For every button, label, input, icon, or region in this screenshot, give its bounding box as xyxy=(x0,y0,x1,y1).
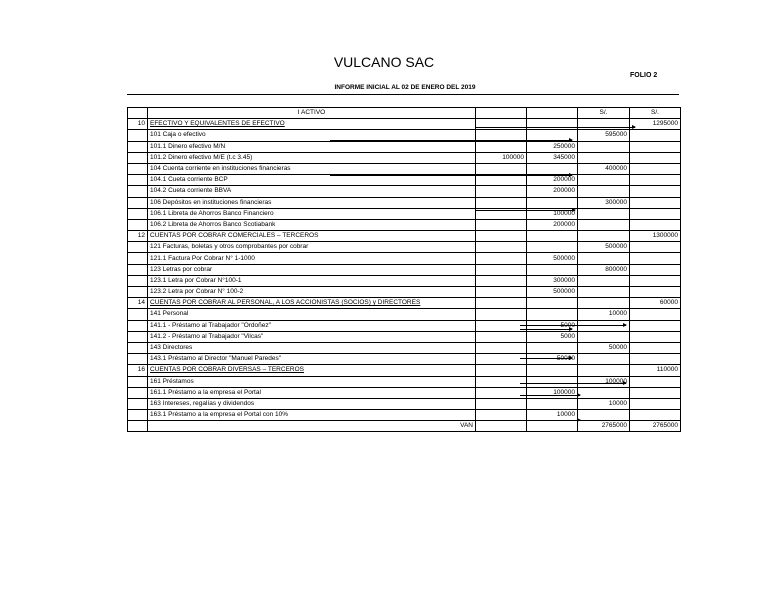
row-code: 10 xyxy=(128,119,148,130)
header-col4: S/. xyxy=(630,108,681,119)
row-code xyxy=(128,175,148,186)
row-col2: 5000 xyxy=(527,320,578,331)
row-col3 xyxy=(578,365,630,376)
row-col2 xyxy=(527,242,578,253)
row-col2: 500000 xyxy=(527,287,578,298)
row-col3: 10000 xyxy=(578,398,630,409)
row-code xyxy=(128,320,148,331)
row-col4 xyxy=(630,410,681,421)
row-col4 xyxy=(630,342,681,353)
row-col4 xyxy=(630,331,681,342)
row-label: CUENTAS POR COBRAR COMERCIALES – TERCEROS xyxy=(148,231,476,242)
row-col2 xyxy=(527,119,578,130)
row-col4: 1295000 xyxy=(630,119,681,130)
row-col3 xyxy=(578,175,630,186)
row-col2 xyxy=(527,298,578,309)
row-code xyxy=(128,410,148,421)
row-col4 xyxy=(630,152,681,163)
row-label: 121.1 Factura Por Cobrar N° 1-1000 xyxy=(148,253,476,264)
row-col2: 200000 xyxy=(527,219,578,230)
row-label: 161 Préstamos xyxy=(148,376,476,387)
row-col4 xyxy=(630,320,681,331)
flow-arrow xyxy=(520,420,580,421)
row-col3 xyxy=(578,354,630,365)
row-col4 xyxy=(630,264,681,275)
row-code xyxy=(128,287,148,298)
row-label: 141 Personal xyxy=(148,309,476,320)
row-label: 104 Cuenta corriente en instituciones financieras xyxy=(148,163,476,174)
row-col1 xyxy=(476,320,527,331)
table-row xyxy=(128,152,681,163)
row-col3 xyxy=(578,186,630,197)
row-col1 xyxy=(476,253,527,264)
row-col4: 110000 xyxy=(630,365,681,376)
row-col1 xyxy=(476,410,527,421)
row-col3 xyxy=(578,253,630,264)
row-col3 xyxy=(578,387,630,398)
table-row xyxy=(128,242,681,253)
row-col2: 500000 xyxy=(527,253,578,264)
row-col2: 50000 xyxy=(527,354,578,365)
table-row xyxy=(128,298,681,309)
row-col1 xyxy=(476,275,527,286)
row-col3: 50000 xyxy=(578,342,630,353)
row-col3 xyxy=(578,141,630,152)
row-code xyxy=(128,141,148,152)
row-col4 xyxy=(630,163,681,174)
row-code xyxy=(128,264,148,275)
flow-arrow xyxy=(520,329,572,330)
row-col4 xyxy=(630,354,681,365)
row-code xyxy=(128,208,148,219)
flow-arrow xyxy=(520,325,626,326)
table-row xyxy=(128,342,681,353)
row-col2 xyxy=(527,264,578,275)
table-row xyxy=(128,365,681,376)
flow-arrow xyxy=(520,383,626,384)
row-col1 xyxy=(476,298,527,309)
table-row xyxy=(128,197,681,208)
row-col4 xyxy=(630,219,681,230)
row-code xyxy=(128,197,148,208)
subtitle-rule xyxy=(127,94,679,95)
row-label: 106.1 Libreta de Ahorros Banco Financiero xyxy=(148,208,476,219)
row-col4: 2765000 xyxy=(630,421,681,432)
row-label: 123.1 Letra por Cobrar N°100-1 xyxy=(148,275,476,286)
table-row xyxy=(128,275,681,286)
row-label: 104.1 Cueta corriente BCP xyxy=(148,175,476,186)
row-col4 xyxy=(630,197,681,208)
row-label: 123 Letras por cobrar xyxy=(148,264,476,275)
row-code xyxy=(128,163,148,174)
table-header-row xyxy=(128,108,681,119)
row-col4 xyxy=(630,242,681,253)
row-col3: 800000 xyxy=(578,264,630,275)
row-code: 12 xyxy=(128,231,148,242)
row-col1 xyxy=(476,398,527,409)
row-col1 xyxy=(476,119,527,130)
row-col1 xyxy=(476,309,527,320)
row-code xyxy=(128,309,148,320)
row-col1 xyxy=(476,376,527,387)
row-col3 xyxy=(578,298,630,309)
row-col4: 60000 xyxy=(630,298,681,309)
row-col2: 250000 xyxy=(527,141,578,152)
flow-arrow xyxy=(475,127,635,128)
table-row xyxy=(128,208,681,219)
row-col1 xyxy=(476,231,527,242)
row-col1 xyxy=(476,175,527,186)
row-label: 123.2 Letra por Cobrar N° 100-2 xyxy=(148,287,476,298)
row-code xyxy=(128,387,148,398)
row-code xyxy=(128,242,148,253)
row-col2 xyxy=(527,231,578,242)
row-label: 101 Caja o efectivo xyxy=(148,130,476,141)
row-col1 xyxy=(476,387,527,398)
header-col1 xyxy=(476,108,527,119)
row-label: 101.1 Dinero efectivo M/N xyxy=(148,141,476,152)
row-code xyxy=(128,253,148,264)
row-label: CUENTAS POR COBRAR DIVERSAS – TERCEROS xyxy=(148,365,476,376)
row-col3 xyxy=(578,219,630,230)
row-col2 xyxy=(527,421,578,432)
row-code xyxy=(128,376,148,387)
table-row xyxy=(128,398,681,409)
row-col3 xyxy=(578,275,630,286)
row-code: 16 xyxy=(128,365,148,376)
row-label: VAN xyxy=(148,421,476,432)
row-col2: 100000 xyxy=(527,387,578,398)
row-col3: 500000 xyxy=(578,242,630,253)
table-row xyxy=(128,331,681,342)
row-col1: 100000 xyxy=(476,152,527,163)
row-label: 106.2 Libreta de Ahorros Banco Scotiabank xyxy=(148,219,476,230)
row-col4 xyxy=(630,275,681,286)
row-col1 xyxy=(476,264,527,275)
row-col3 xyxy=(578,410,630,421)
row-col2 xyxy=(527,342,578,353)
row-col4 xyxy=(630,130,681,141)
table-row xyxy=(128,186,681,197)
header-label: I ACTIVO xyxy=(148,108,476,119)
header-col3: S/. xyxy=(578,108,630,119)
table-row xyxy=(128,287,681,298)
row-col2: 345000 xyxy=(527,152,578,163)
row-code xyxy=(128,398,148,409)
row-col1 xyxy=(476,342,527,353)
flow-arrow xyxy=(330,175,572,176)
table-row xyxy=(128,410,681,421)
table-row xyxy=(128,264,681,275)
report-subtitle: INFORME INICIAL AL 02 DE ENERO DEL 2019 xyxy=(334,84,476,91)
row-col3: 595000 xyxy=(578,130,630,141)
row-col4 xyxy=(630,208,681,219)
row-code xyxy=(128,354,148,365)
row-col3 xyxy=(578,208,630,219)
row-label: 143 Directores xyxy=(148,342,476,353)
table-row xyxy=(128,354,681,365)
table-row xyxy=(128,219,681,230)
folio-label: FOLIO 2 xyxy=(630,72,658,79)
row-col3: 400000 xyxy=(578,163,630,174)
row-col4 xyxy=(630,398,681,409)
row-label: 141.1 - Préstamo al Trabajador "Ordoñez" xyxy=(148,320,476,331)
row-col1 xyxy=(476,365,527,376)
row-label: 104.2 Cueta corriente BBVA xyxy=(148,186,476,197)
row-col1 xyxy=(476,287,527,298)
row-code xyxy=(128,130,148,141)
row-col4 xyxy=(630,141,681,152)
row-col3: 100000 xyxy=(578,376,630,387)
row-col3: 300000 xyxy=(578,197,630,208)
table-row xyxy=(128,141,681,152)
row-col2: 200000 xyxy=(527,175,578,186)
table-row xyxy=(128,175,681,186)
row-code xyxy=(128,421,148,432)
row-label: 163 Intereses, regalías y dividendos xyxy=(148,398,476,409)
row-col2 xyxy=(527,365,578,376)
row-label: 143.1 Préstamo al Director "Manuel Paredes" xyxy=(148,354,476,365)
row-col4 xyxy=(630,287,681,298)
row-col2: 100000 xyxy=(527,208,578,219)
row-col4: 1300000 xyxy=(630,231,681,242)
row-col1 xyxy=(476,421,527,432)
row-col1 xyxy=(476,186,527,197)
row-label: 121 Facturas, boletas y otros comprobantes por cobrar xyxy=(148,242,476,253)
row-label: EFECTIVO Y EQUIVALENTES DE EFECTIVO xyxy=(148,119,476,130)
row-col4 xyxy=(630,387,681,398)
row-label: 163.1 Préstamo a la empresa el Portal con 10% xyxy=(148,410,476,421)
row-col2 xyxy=(527,398,578,409)
row-col2 xyxy=(527,309,578,320)
row-col3: 2765000 xyxy=(578,421,630,432)
row-col2: 200000 xyxy=(527,186,578,197)
row-col3 xyxy=(578,231,630,242)
row-col4 xyxy=(630,309,681,320)
table-row xyxy=(128,163,681,174)
row-col2: 5000 xyxy=(527,331,578,342)
row-col4 xyxy=(630,175,681,186)
flow-arrow xyxy=(520,358,572,359)
company-title: VULCANO SAC xyxy=(333,54,435,70)
row-col1 xyxy=(476,141,527,152)
row-col3 xyxy=(578,119,630,130)
header-col2 xyxy=(527,108,578,119)
row-code xyxy=(128,186,148,197)
row-col3 xyxy=(578,331,630,342)
row-code: 14 xyxy=(128,298,148,309)
row-label: 141.2 - Préstamo al Trabajador "Vilcas" xyxy=(148,331,476,342)
row-col4 xyxy=(630,253,681,264)
table-row xyxy=(128,231,681,242)
row-col2: 10000 xyxy=(527,410,578,421)
table-row xyxy=(128,421,681,432)
row-label: CUENTAS POR COBRAR AL PERSONAL, A LOS ACCIONISTAS (SOCIOS) y DIRECTORES xyxy=(148,298,476,309)
table-row xyxy=(128,376,681,387)
row-col4 xyxy=(630,186,681,197)
table-row xyxy=(128,119,681,130)
row-col1 xyxy=(476,242,527,253)
header-code xyxy=(128,108,148,119)
row-col3 xyxy=(578,287,630,298)
row-col3 xyxy=(578,152,630,163)
row-label: 161.1 Préstamo a la empresa el Portal xyxy=(148,387,476,398)
row-col1 xyxy=(476,197,527,208)
row-col2 xyxy=(527,376,578,387)
flow-arrow xyxy=(330,140,572,141)
flow-arrow xyxy=(520,395,580,396)
row-code xyxy=(128,275,148,286)
flow-arrow xyxy=(475,210,575,211)
row-code xyxy=(128,219,148,230)
row-code xyxy=(128,342,148,353)
row-label: 101.2 Dinero efectivo M/E (t.c 3.45) xyxy=(148,152,476,163)
row-code xyxy=(128,331,148,342)
row-label: 106 Depósitos en instituciones financieras xyxy=(148,197,476,208)
row-col4 xyxy=(630,376,681,387)
row-code xyxy=(128,152,148,163)
row-col1 xyxy=(476,331,527,342)
table-row xyxy=(128,309,681,320)
row-col2 xyxy=(527,197,578,208)
table-row xyxy=(128,387,681,398)
table-row xyxy=(128,253,681,264)
row-col2: 300000 xyxy=(527,275,578,286)
row-col3: 10000 xyxy=(578,309,630,320)
row-col1 xyxy=(476,219,527,230)
row-col1 xyxy=(476,163,527,174)
row-col1 xyxy=(476,354,527,365)
